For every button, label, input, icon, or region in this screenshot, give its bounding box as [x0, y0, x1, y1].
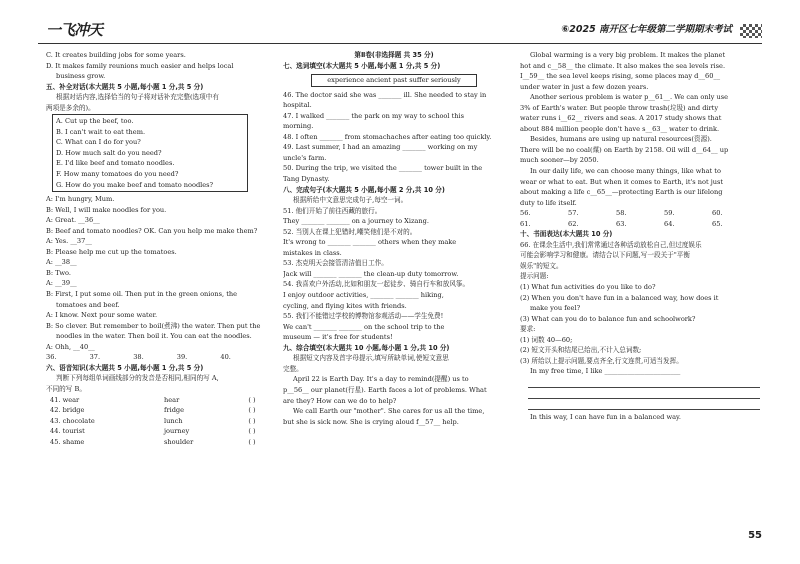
- section-10-heading: 十、书面表达(本大题共 10 分): [520, 230, 613, 239]
- answer-blank[interactable]: 57.: [568, 209, 579, 218]
- writing-start: In my free time, I like _______________________: [530, 367, 681, 376]
- q50-cont: Tang Dynasty.: [283, 175, 330, 184]
- q53-cn: 53. 杰克明天会接管清洁值日工作。: [283, 259, 388, 268]
- dialog-line: A: Great. __36__: [46, 216, 100, 225]
- section-9-instruction: 根据短文内容及首字母提示,填写所缺单词,使短文意思: [293, 354, 449, 363]
- dialog-line: B: Well, I will make noodles for you.: [46, 205, 167, 214]
- writing-prompt: (2) 短文开头和结尾已给出,不计入总词数;: [520, 346, 642, 355]
- word-b: journey: [164, 427, 190, 436]
- passage-line: about 884 million people don't have s__63__ water to drink.: [520, 124, 720, 133]
- options-box: [52, 114, 248, 192]
- q50: 50. During the trip, we visited the _______ tower built in the: [283, 164, 483, 173]
- q47-cont: morning.: [283, 122, 314, 131]
- writing-end: In this way, I can have fun in a balanced way.: [530, 412, 681, 421]
- writing-line[interactable]: [528, 390, 760, 399]
- word-a: 43. chocolate: [50, 416, 95, 425]
- passage-line: Global warming is a very big problem. It makes the planet: [530, 51, 726, 59]
- writing-line[interactable]: [528, 401, 760, 410]
- section-9-heading: 九、综合填空(本大题共 10 小题,每小题 1 分,共 10 分): [283, 343, 450, 352]
- option-c: C. It creates building jobs for some years.: [46, 51, 186, 59]
- phonics-row: [46, 395, 264, 406]
- option-line: F. How many tomatoes do you need?: [56, 170, 179, 179]
- writing-prompt: (2) When you don't have fun in a balanced way, how does it: [520, 293, 719, 302]
- writing-prompt: 可能会影响学习和健康。请结合以下问题,写一段关于"平衡: [520, 251, 690, 260]
- q48: 48. I often _______ from stomachaches after eating too quickly.: [283, 132, 492, 141]
- passage-line: p__56__ our planet(行星). Earth faces a lot of problems. What: [283, 385, 487, 394]
- answer-blank[interactable]: 64.: [664, 219, 675, 228]
- q55-cn: 55. 我们不能错过学校的博物馆参观活动——学生免费!: [283, 312, 444, 321]
- passage-line: under water in just a few dozen years.: [520, 82, 649, 91]
- column-middle: [283, 50, 505, 427]
- passage-line: Another serious problem is water p__61__. We can only use: [530, 93, 729, 102]
- passage-line: We call Earth our "mother". She cares for us all the time,: [293, 407, 485, 416]
- answer-paren[interactable]: ( ): [248, 416, 256, 425]
- phonics-row: [46, 416, 264, 427]
- option-line: D. How much salt do you need?: [56, 148, 162, 157]
- q46: 46. The doctor said she was _______ ill. She needed to stay in: [283, 90, 487, 99]
- section-5-instruction: 根据对话内容,选择恰当的句子将对话补充完整(选项中有: [56, 93, 219, 102]
- answer-paren[interactable]: ( ): [248, 395, 256, 404]
- word-b: shoulder: [164, 437, 194, 446]
- q52-en-cont: mistakes in class.: [283, 248, 342, 257]
- dialog-line: B: Please help me cut up the tomatoes.: [46, 247, 177, 256]
- section-8-heading: 八、完成句子(本大题共 5 小题,每小题 2 分,共 10 分): [283, 185, 445, 194]
- column-left: [46, 50, 264, 447]
- section-5-heading: 五、补全对话(本大题共 5 小题,每小题 1 分,共 5 分): [46, 82, 204, 91]
- dialog-line: B: Beef and tomato noodles? OK. Can you help me make them?: [46, 226, 258, 235]
- word-a: 45. shame: [50, 437, 85, 446]
- q49: 49. Last summer, I had an amazing _______ working on my: [283, 143, 478, 152]
- answer-blank[interactable]: 61.: [520, 219, 531, 228]
- dialog-line: B: So clever. But remember to boil(煮沸) the water. Then put the: [46, 321, 261, 330]
- dialog-line: A: Yes. __37__: [46, 237, 92, 246]
- q51-en: They _______ _______ on a journey to Xizang.: [283, 217, 429, 226]
- phonics-row: [46, 405, 264, 416]
- word-a: 44. tourist: [50, 427, 85, 436]
- q55-en-cont: museum — it's free for students!: [283, 333, 393, 342]
- writing-prompt: 要求:: [520, 325, 536, 334]
- q54-en-cont: cycling, and flying kites with friends.: [283, 301, 407, 310]
- answer-row-61-65: [520, 219, 760, 230]
- dialog-line: A: Ohh, __40__: [46, 342, 95, 351]
- q49-cont: uncle's farm.: [283, 153, 327, 162]
- option-d-cont: business grow.: [56, 72, 106, 81]
- passage-line: water runs i__62__ rivers and seas. A 2017 study shows that: [520, 114, 722, 123]
- dialog-line: A: I'm hungry, Mum.: [46, 195, 115, 204]
- option-line: A. Cut up the beef, too.: [56, 117, 134, 126]
- answer-blank[interactable]: 65.: [712, 219, 723, 228]
- option-line: E. I'd like beef and tomato noodles.: [56, 159, 175, 168]
- section-5-instruction-cont: 两项是多余的)。: [46, 103, 95, 112]
- writing-prompt: (1) What fun activities do you like to do?: [520, 283, 656, 292]
- answer-blank[interactable]: 40.: [220, 353, 231, 362]
- q54-en: I enjoy outdoor activities, _______ _______ hiking,: [283, 291, 444, 300]
- dialog-line: B: First, I put some oil. Then put in the green onions, the: [46, 290, 238, 299]
- answer-blank[interactable]: 37.: [89, 353, 101, 362]
- answer-paren[interactable]: ( ): [248, 406, 256, 415]
- passage-line: hot and c__58__ the climate. It also makes the sea levels rise.: [520, 61, 726, 70]
- answer-blank[interactable]: 58.: [616, 209, 627, 218]
- answer-blank[interactable]: 60.: [712, 209, 723, 218]
- dialog-line: A: I know. Next pour some water.: [46, 311, 158, 320]
- writing-prompt: 娱乐"的短文。: [520, 261, 563, 270]
- dialog-line: A: __38__: [46, 258, 77, 267]
- q55-en: We can't _______ _______ on the school trip to the: [283, 322, 445, 331]
- answer-blank[interactable]: 39.: [176, 353, 188, 362]
- passage-line: I__59__ the sea level keeps rising, some places may d__60__: [520, 72, 720, 81]
- exam-title: ⑥2025 南开区七年级第二学期期末考试: [561, 24, 732, 35]
- writing-line[interactable]: [528, 379, 760, 388]
- answer-row-36-40: [46, 352, 264, 363]
- dialog-line: A: __39__: [46, 279, 77, 288]
- answer-blank[interactable]: 36.: [46, 353, 57, 362]
- q53-en: Jack will _______ _______ the clean-up duty tomorrow.: [283, 269, 459, 278]
- phonics-row: [46, 437, 264, 448]
- word-a: 41. wear: [50, 395, 80, 404]
- writing-prompt: (3) What can you do to balance fun and schoolwork?: [520, 314, 696, 323]
- answer-paren[interactable]: ( ): [248, 437, 256, 446]
- passage-line: are they? How can we do to help?: [283, 396, 397, 405]
- q51-cn: 51. 他们开始了前往西藏的旅行。: [283, 206, 382, 215]
- section-7-heading: 七、选词填空(本大题共 5 小题,每小题 1 分,共 5 分): [283, 61, 441, 70]
- answer-blank[interactable]: 56.: [520, 209, 531, 218]
- word-bank: experience ancient past suffer seriously: [311, 74, 477, 87]
- passage-line: wear or what to eat. But when it comes to Earth, it's not just: [520, 177, 724, 186]
- q52-cn: 52. 当别人在课上犯错时,嘲笑他们是不对的。: [283, 227, 417, 236]
- option-line: B. I can't wait to eat them.: [56, 127, 146, 136]
- answer-blank[interactable]: 38.: [133, 353, 144, 362]
- phonics-row: [46, 426, 264, 437]
- writing-prompt: 66. 在课余生活中,我们常常通过各种活动放松自己,但过度娱乐: [520, 240, 702, 249]
- answer-blank[interactable]: 62.: [568, 219, 579, 228]
- section-9-instruction-cont: 完整。: [283, 364, 303, 373]
- passage-line: duty to life itself.: [520, 198, 577, 207]
- passage-line: There will be no coal(煤) on Earth by 2158. Oil will d__64__ up: [520, 145, 729, 154]
- part-2-heading: 第Ⅱ卷(非选择题 共 35 分): [354, 51, 434, 59]
- answer-blank[interactable]: 59.: [664, 209, 675, 218]
- answer-blank[interactable]: 63.: [616, 219, 627, 228]
- passage-line: In our daily life, we can choose many things, like what to: [530, 167, 721, 176]
- answer-row-56-60: [520, 208, 760, 219]
- section-6-instruction-cont: 不同的写 B。: [46, 384, 86, 393]
- word-b: hear: [164, 395, 180, 404]
- page-header: [38, 14, 762, 44]
- passage-line: April 22 is Earth Day. It's a day to remind(提醒) us to: [293, 375, 469, 384]
- section-8-instruction: 根据所给中文意思完成句子,每空一词。: [293, 196, 408, 205]
- page-number: 55: [748, 530, 762, 541]
- answer-paren[interactable]: ( ): [248, 427, 256, 436]
- passage-line: but she is sick now. She is crying aloud f__57__ help.: [283, 417, 459, 426]
- section-6-heading: 六、语音知识(本大题共 5 小题,每小题 1 分,共 5 分): [46, 363, 204, 372]
- writing-prompt: (3) 所给以上提示问题,要点齐全,行文连贯,可适当发挥。: [520, 356, 683, 365]
- passage-line: about making a life c__65__—protecting Earth is our lifelong: [520, 188, 723, 197]
- option-d: D. It makes family reunions much easier and helps local: [46, 61, 234, 70]
- writing-prompt: make you feel?: [530, 304, 581, 313]
- section-6-instruction: 判断下列每组单词画线部分的发音是否相同,相同的写 A,: [56, 374, 219, 383]
- option-line: G. How do you make beef and tomato noodles?: [56, 180, 214, 189]
- column-right: [520, 50, 760, 423]
- writing-prompt: (1) 词数 40—60;: [520, 335, 573, 344]
- word-a: 42. bridge: [50, 406, 85, 415]
- q46-cont: hospital.: [283, 101, 312, 110]
- word-b: lunch: [164, 416, 183, 425]
- q54-cn: 54. 我喜欢户外活动,比如和朋友一起徒步、骑自行车和放风筝。: [283, 280, 470, 289]
- option-line: C. What can I do for you?: [56, 138, 141, 147]
- word-b: fridge: [164, 406, 185, 415]
- q47: 47. I walked _______ the park on my way to school this: [283, 111, 464, 120]
- passage-line: Besides, humans are using up natural resources(资源).: [530, 135, 712, 144]
- passage-line: much sooner—by 2050.: [520, 156, 599, 165]
- dialog-line: B: Two.: [46, 268, 71, 277]
- q52-en: It's wrong to _______ _______ others when they make: [283, 238, 457, 247]
- checker-decoration-icon: [740, 24, 762, 38]
- writing-prompt: 提示问题:: [520, 272, 549, 281]
- dialog-line: tomatoes and beef.: [56, 300, 120, 309]
- dialog-line: noodles in the water. Then boil it. You can eat the noodles.: [56, 332, 252, 341]
- brand-logo: 一飞冲天: [46, 21, 103, 39]
- passage-line: 3% of Earth's water. But people throw trash(垃圾) and dirty: [520, 103, 719, 112]
